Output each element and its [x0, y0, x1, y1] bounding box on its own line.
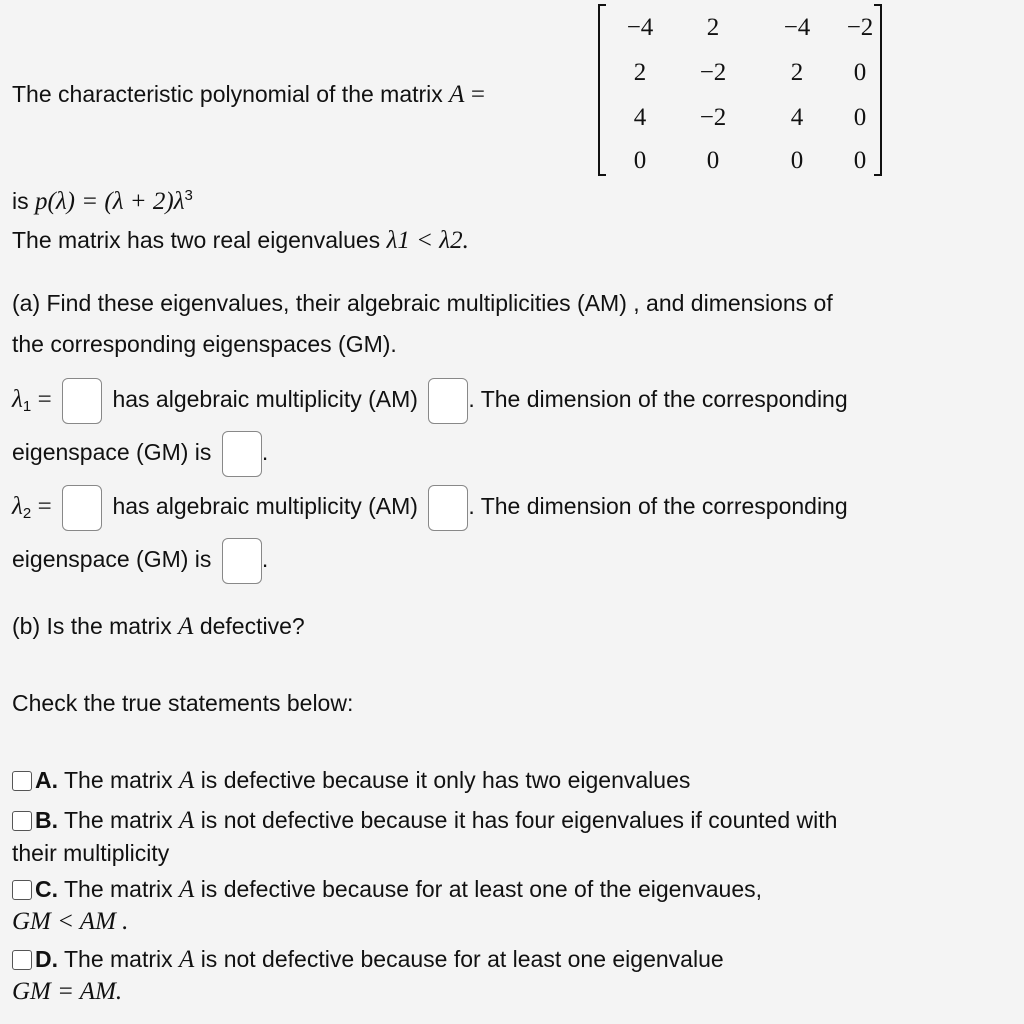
matrix-cell: 2 [706, 14, 720, 41]
option-text: is defective because it only has two eigenvalues [200, 767, 691, 793]
question-post: defective? [199, 613, 305, 639]
am-input[interactable] [428, 485, 468, 531]
am-label: has algebraic multiplicity (AM) [112, 386, 418, 412]
left-bracket [598, 4, 606, 176]
part-b-question [12, 612, 305, 640]
question-pre: (b) Is the matrix [12, 613, 172, 639]
eigenvalue-row [12, 483, 848, 529]
polynomial-line [12, 182, 193, 215]
eigenvalue-input[interactable] [62, 485, 102, 531]
option-pre: The matrix [63, 807, 173, 833]
matrix-cell: 0 [853, 147, 867, 174]
option-pre: The matrix [63, 767, 173, 793]
matrix-cell: 4 [790, 104, 804, 131]
eigenvalue-input[interactable] [62, 378, 102, 424]
option-continuation: their multiplicity [12, 840, 170, 866]
lambda-subscript: 2 [22, 505, 32, 522]
matrix-cell: −4 [626, 14, 654, 41]
period: . [261, 439, 269, 465]
matrix-cell: 0 [853, 104, 867, 131]
option-continuation: GM = AM. [12, 978, 123, 1005]
matrix-cell: 4 [633, 104, 647, 131]
matrix-cell: −2 [846, 14, 874, 41]
checkbox[interactable] [12, 811, 32, 831]
part-a-line2: the corresponding eigenspaces (GM). [12, 331, 397, 357]
intro-text [12, 80, 485, 108]
part-a-line1: (a) Find these eigenvalues, their algebraic multiplicities (AM) , and dimensions of [12, 290, 833, 316]
option-letter: D. [35, 946, 58, 972]
gm-row [12, 429, 268, 475]
eigen-text: The matrix has two real eigenvalues [12, 227, 381, 253]
option-text: is not defective because for at least one eigenvalue [200, 946, 724, 972]
option-b [12, 806, 837, 834]
matrix-cell: −2 [699, 104, 727, 131]
equals-sign: = [37, 386, 52, 413]
eigen-line [12, 226, 469, 254]
gm-input[interactable] [222, 538, 262, 584]
polynomial: p(λ) = (λ + 2)λ [35, 188, 185, 215]
equals-sign: = [37, 493, 52, 520]
eigen-math: λ1 < λ2. [386, 227, 469, 254]
am-label: has algebraic multiplicity (AM) [112, 493, 418, 519]
am-input[interactable] [428, 378, 468, 424]
gm-label: eigenspace (GM) is [12, 439, 212, 465]
lambda-symbol: λ [12, 493, 23, 520]
option-continuation: GM < AM . [12, 908, 129, 935]
checkbox[interactable] [12, 880, 32, 900]
matrix-cell: 0 [633, 147, 647, 174]
option-A: A [179, 807, 195, 834]
option-pre: The matrix [63, 876, 173, 902]
matrix-cell: 2 [633, 59, 647, 86]
eigenvalue-row [12, 376, 848, 422]
checkbox[interactable] [12, 771, 32, 791]
gm-label: eigenspace (GM) is [12, 546, 212, 572]
matrix-cell: −2 [699, 59, 727, 86]
matrix-name: A [449, 81, 465, 108]
poly-prefix: is [12, 188, 29, 214]
dim-label: . The dimension of the corresponding [468, 386, 848, 412]
checkbox[interactable] [12, 950, 32, 970]
matrix-A [598, 4, 882, 176]
matrix-cell: 0 [790, 147, 804, 174]
matrix-cell: −4 [783, 14, 811, 41]
lambda-symbol: λ [12, 386, 23, 413]
option-letter: A. [35, 767, 58, 793]
lambda-subscript: 1 [22, 398, 32, 415]
matrix-cell: 2 [790, 59, 804, 86]
option-letter: B. [35, 807, 58, 833]
option-A: A [179, 946, 195, 973]
matrix-cell: 0 [853, 59, 867, 86]
option-a [12, 766, 690, 794]
question-A: A [178, 613, 194, 640]
option-pre: The matrix [63, 946, 173, 972]
instruction: Check the true statements below: [12, 690, 354, 716]
intro-label: The characteristic polynomial of the matrix [12, 81, 443, 107]
option-letter: C. [35, 876, 58, 902]
option-d [12, 945, 724, 973]
option-c [12, 875, 762, 903]
option-A: A [179, 876, 195, 903]
gm-input[interactable] [222, 431, 262, 477]
equals-sign: = [470, 81, 485, 108]
option-text: is defective because for at least one of the eigenvaues, [200, 876, 762, 902]
gm-row [12, 536, 268, 582]
period: . [261, 546, 269, 572]
poly-exponent: 3 [184, 187, 193, 204]
matrix-cell: 0 [706, 147, 720, 174]
dim-label: . The dimension of the corresponding [468, 493, 848, 519]
option-A: A [179, 767, 195, 794]
option-text: is not defective because it has four eigenvalues if counted with [200, 807, 838, 833]
